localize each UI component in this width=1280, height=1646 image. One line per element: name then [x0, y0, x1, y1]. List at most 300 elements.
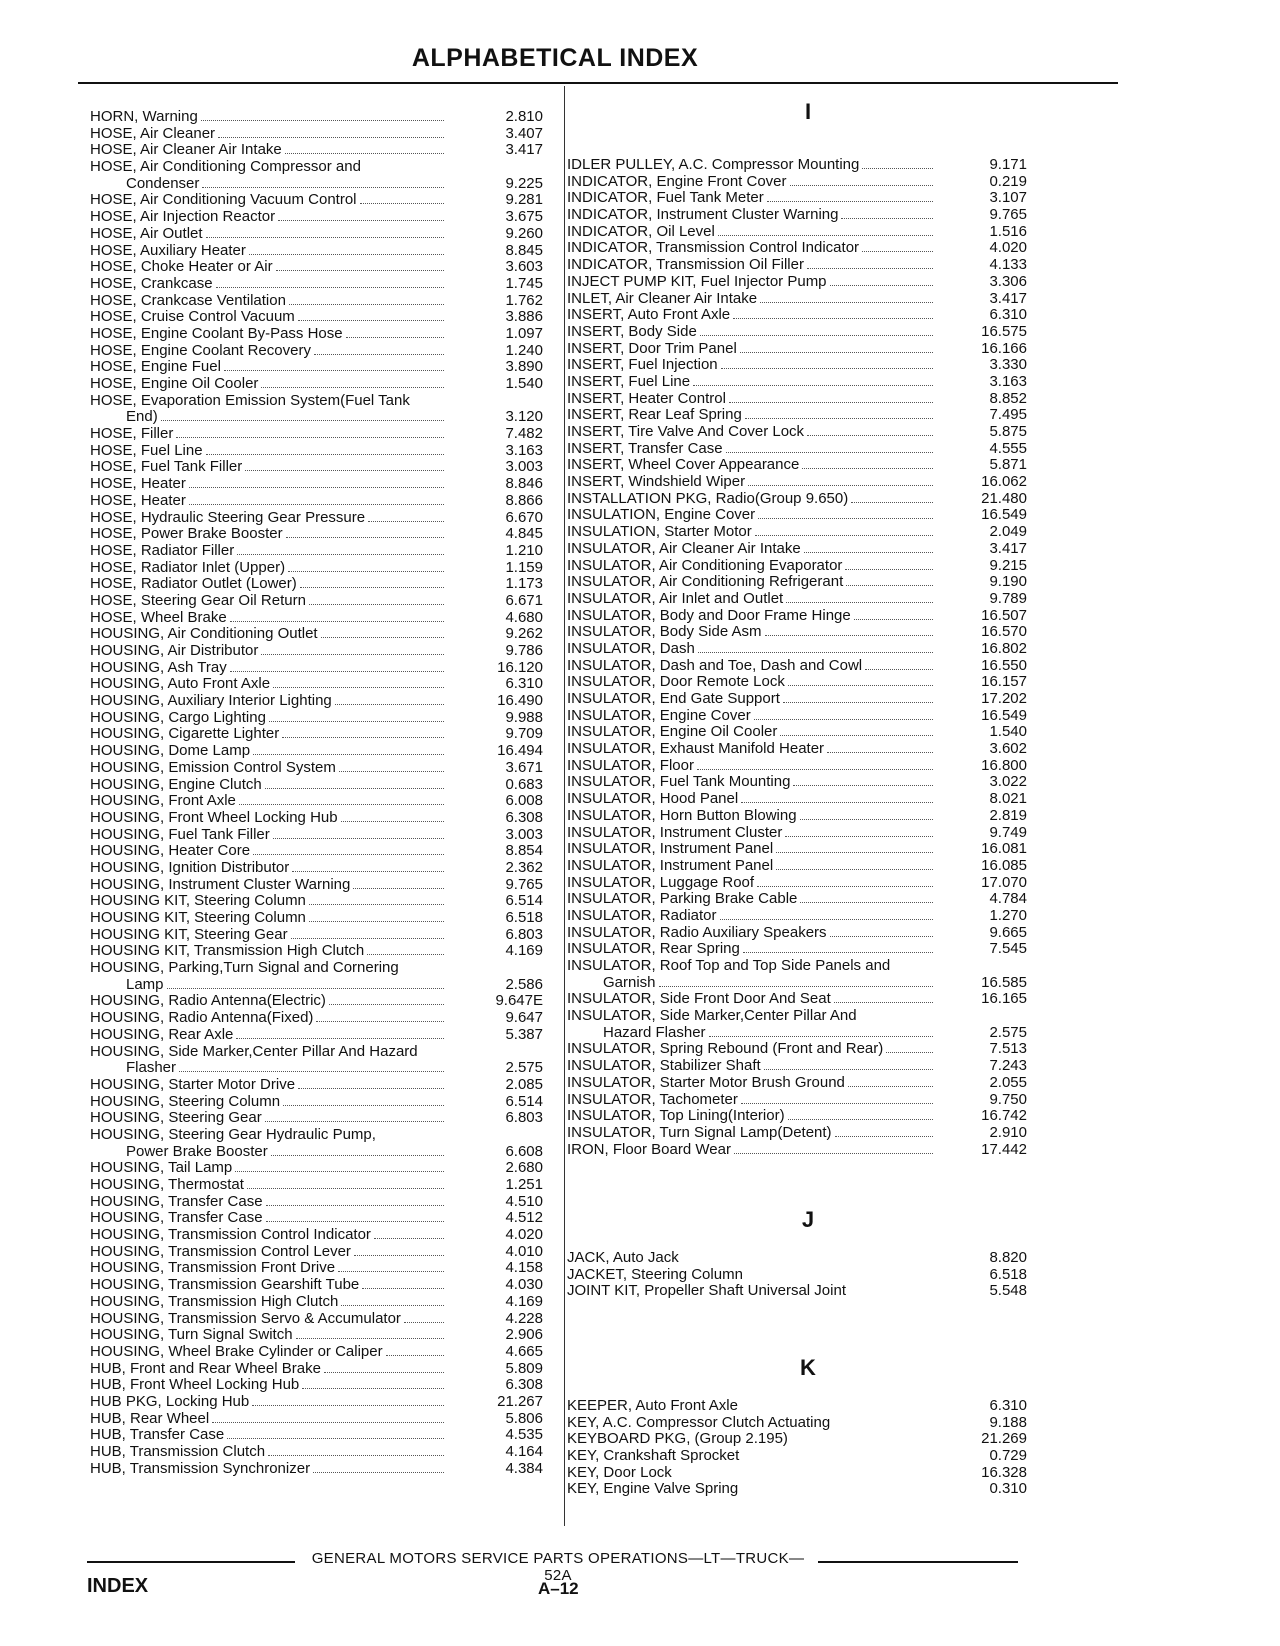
entry-page-ref: 2.575 — [505, 1059, 543, 1077]
entry-name: INSERT, Rear Leaf Spring — [567, 406, 742, 424]
index-entry — [90, 1260, 558, 1277]
entry-name: HOSE, Air Cleaner Air Intake — [90, 141, 282, 159]
entry-name: HOUSING, Steering Gear — [90, 1109, 262, 1127]
dot-leader — [367, 954, 444, 955]
entry-name: INSULATOR, Instrument Cluster — [567, 823, 783, 841]
index-entry — [90, 610, 558, 627]
dot-leader — [245, 470, 444, 471]
dot-leader — [227, 1438, 444, 1439]
dot-leader — [273, 838, 444, 839]
entry-page-ref: 6.670 — [505, 508, 543, 526]
index-entry — [90, 1077, 558, 1094]
entry-name: HOSE, Air Conditioning Vacuum Control — [90, 191, 357, 209]
entry-name: Flasher — [126, 1059, 177, 1077]
index-entry — [567, 875, 1037, 892]
index-entry — [90, 510, 558, 527]
entry-name: HOSE, Fuel Tank Filler — [90, 458, 243, 476]
entry-name: HOUSING, Transmission Control Indicator — [90, 1226, 371, 1244]
entry-page-ref: 1.745 — [505, 274, 543, 292]
dot-leader — [745, 418, 933, 419]
entry-name: INSULATOR, Exhaust Manifold Heater — [567, 740, 825, 758]
index-entry — [567, 291, 1037, 308]
entry-name: HOUSING, Transfer Case — [90, 1192, 263, 1210]
entry-page-ref: 4.169 — [505, 1292, 543, 1310]
dot-leader — [276, 270, 444, 271]
index-entry — [90, 1294, 558, 1311]
entry-page-ref: 9.225 — [505, 174, 543, 192]
entry-name: HOSE, Wheel Brake — [90, 608, 227, 626]
entry-page-ref: 6.608 — [505, 1142, 543, 1160]
entry-name: HOUSING, Heater Core — [90, 842, 251, 860]
entry-page-ref: 5.875 — [989, 423, 1027, 440]
index-entry — [567, 691, 1037, 708]
entry-page-ref: 4.158 — [505, 1259, 543, 1277]
entry-page-ref: 3.671 — [505, 758, 543, 776]
index-entry — [90, 376, 558, 393]
index-entry — [567, 808, 1037, 825]
dot-leader — [404, 1322, 444, 1323]
entry-name: INSERT, Windshield Wiper — [567, 473, 746, 491]
entry-page-ref: 16.549 — [981, 706, 1027, 724]
entry-name: HOUSING, Ignition Distributor — [90, 858, 290, 876]
entry-name: INSULATOR, Dash and Toe, Dash and Cowl — [567, 656, 863, 674]
index-entry — [90, 1194, 558, 1211]
title-rule — [78, 82, 1118, 84]
entry-page-ref: 3.330 — [989, 356, 1027, 374]
entry-page-ref: 3.417 — [989, 539, 1027, 557]
page-title: ALPHABETICAL INDEX — [411, 44, 699, 72]
entry-name: INDICATOR, Transmission Control Indicator — [567, 239, 860, 257]
index-entry — [567, 708, 1037, 725]
index-entry — [90, 1311, 558, 1328]
dot-leader — [291, 938, 444, 939]
dot-leader — [783, 702, 933, 703]
dot-leader — [776, 852, 933, 853]
entry-name: INSERT, Door Trim Panel — [567, 339, 737, 357]
dot-leader — [296, 1338, 444, 1339]
entry-page-ref: 9.647E — [495, 992, 543, 1010]
entry-page-ref: 17.070 — [981, 873, 1027, 891]
entry-name: HOUSING, Tail Lamp — [90, 1159, 233, 1177]
entry-page-ref: 4.680 — [505, 608, 543, 626]
entry-page-ref: 3.886 — [505, 308, 543, 326]
index-entry — [567, 424, 1037, 441]
entry-name: INSULATOR, Luggage Roof — [567, 873, 755, 891]
entry-name: HUB, Front Wheel Locking Hub — [90, 1376, 300, 1394]
index-entry — [567, 941, 1037, 958]
dot-leader — [841, 218, 933, 219]
entry-page-ref: 3.120 — [505, 408, 543, 426]
entry-name: INSULATOR, Side Front Door And Seat — [567, 990, 831, 1008]
entry-name: INDICATOR, Instrument Cluster Warning — [567, 206, 839, 224]
dot-leader — [283, 1105, 444, 1106]
index-entry — [567, 574, 1037, 591]
dot-leader — [218, 137, 444, 138]
index-entry — [567, 608, 1037, 625]
entry-page-ref: 9.988 — [505, 708, 543, 726]
entry-page-ref: 4.510 — [505, 1192, 543, 1210]
index-entry — [90, 1394, 558, 1411]
footer-rule-right — [818, 1561, 1018, 1563]
dot-leader — [698, 652, 933, 653]
dot-leader — [709, 1036, 933, 1037]
entry-name: HOUSING, Transmission Control Lever — [90, 1242, 351, 1260]
index-entry — [90, 943, 558, 960]
entry-page-ref: 2.586 — [505, 975, 543, 993]
entry-name: HUB, Transmission Synchronizer — [90, 1459, 311, 1477]
entry-name: HOUSING, Starter Motor Drive — [90, 1075, 296, 1093]
index-entry — [567, 391, 1037, 408]
dot-leader — [292, 871, 444, 872]
dot-leader — [765, 635, 933, 636]
index-entry — [567, 491, 1037, 508]
entry-page-ref: 7.545 — [989, 940, 1027, 958]
entry-page-ref: 4.133 — [989, 256, 1027, 274]
dot-leader — [161, 420, 444, 421]
dot-leader — [346, 337, 444, 338]
entry-name: INDICATOR, Engine Front Cover — [567, 172, 787, 190]
entry-page-ref: 6.308 — [505, 808, 543, 826]
entry-name: INSULATOR, Air Inlet and Outlet — [567, 589, 784, 607]
entry-page-ref: 7.513 — [989, 1040, 1027, 1058]
dot-leader — [758, 518, 933, 519]
index-entry — [567, 925, 1037, 942]
index-entry — [567, 1398, 1037, 1415]
index-entry — [567, 975, 1037, 992]
entry-page-ref: 9.709 — [505, 725, 543, 743]
entry-page-ref: 16.494 — [497, 742, 543, 760]
entry-page-ref: 0.310 — [989, 1480, 1027, 1498]
index-entry — [90, 977, 558, 994]
entry-page-ref: 4.784 — [989, 890, 1027, 908]
entry-name: JOINT KIT, Propeller Shaft Universal Joint — [567, 1282, 846, 1300]
index-entry — [567, 791, 1037, 808]
index-entry — [567, 207, 1037, 224]
entry-page-ref: 17.202 — [981, 690, 1027, 707]
entry-name: INSULATOR, Roof Top and Top Side Panels and — [567, 957, 891, 974]
index-entry — [567, 257, 1037, 274]
entry-page-ref: 2.085 — [505, 1075, 543, 1093]
index-entry — [90, 1044, 558, 1061]
entry-name: INSULATOR, Air Conditioning Evaporator — [567, 556, 843, 574]
dot-leader — [368, 521, 444, 522]
entry-name: HOUSING, Side Marker,Center Pillar And Hazard — [90, 1042, 418, 1060]
dot-leader — [236, 1038, 444, 1039]
dot-leader — [718, 235, 933, 236]
entry-page-ref: 5.806 — [505, 1409, 543, 1427]
entry-name: INSULATOR, Engine Oil Cooler — [567, 723, 778, 741]
entry-page-ref: 6.008 — [505, 792, 543, 810]
entry-page-ref: 3.107 — [989, 189, 1027, 207]
entry-page-ref: 16.507 — [981, 606, 1027, 624]
entry-name: INDICATOR, Transmission Oil Filler — [567, 256, 804, 274]
entry-page-ref: 17.442 — [981, 1140, 1027, 1158]
section-letter-k: K — [800, 1355, 816, 1380]
dot-leader — [288, 571, 444, 572]
dot-leader — [846, 585, 933, 586]
index-entry — [567, 1481, 1037, 1498]
index-entry — [90, 1361, 558, 1378]
dot-leader — [757, 886, 933, 887]
entry-name: INSERT, Auto Front Axle — [567, 306, 731, 324]
entry-name: INSULATOR, Instrument Panel — [567, 856, 774, 874]
index-entry — [90, 459, 558, 476]
entry-name: INSULATOR, Side Marker,Center Pillar And — [567, 1007, 857, 1025]
entry-page-ref: 16.062 — [981, 473, 1027, 491]
entry-page-ref: 6.310 — [989, 306, 1027, 324]
entry-name: HOUSING, Air Distributor — [90, 642, 259, 659]
dot-leader — [788, 1119, 933, 1120]
entry-page-ref: 5.809 — [505, 1359, 543, 1377]
entry-page-ref: 2.680 — [505, 1159, 543, 1177]
entry-name: HOUSING, Transmission Gearshift Tube — [90, 1276, 360, 1294]
index-entry — [90, 693, 558, 710]
entry-page-ref: 1.540 — [989, 723, 1027, 741]
entry-name: INSULATOR, Top Lining(Interior) — [567, 1107, 785, 1125]
entry-page-ref: 4.665 — [505, 1342, 543, 1360]
index-entry — [90, 1227, 558, 1244]
index-entry — [90, 1210, 558, 1227]
dot-leader — [321, 637, 444, 638]
dot-leader — [386, 1355, 444, 1356]
index-entry — [90, 276, 558, 293]
entry-page-ref: 4.512 — [505, 1209, 543, 1227]
index-entry — [567, 341, 1037, 358]
entry-name: HOUSING, Radio Antenna(Electric) — [90, 992, 326, 1010]
dot-leader — [339, 771, 444, 772]
entry-name: INSULATOR, Dash — [567, 639, 695, 657]
index-entry — [90, 1144, 558, 1161]
entry-page-ref: 16.550 — [981, 656, 1027, 674]
dot-leader — [176, 437, 444, 438]
index-entry — [567, 991, 1037, 1008]
dot-leader — [285, 153, 444, 154]
entry-name: HOUSING, Front Axle — [90, 792, 236, 810]
entry-name: HOUSING, Steering Gear Hydraulic Pump, — [90, 1125, 376, 1143]
dot-leader — [362, 1288, 444, 1289]
entry-name: INSERT, Fuel Line — [567, 372, 691, 390]
index-entry — [567, 441, 1037, 458]
dot-leader — [309, 921, 444, 922]
dot-leader — [834, 1002, 933, 1003]
entry-name: HOUSING, Ash Tray — [90, 658, 227, 676]
entry-page-ref: 8.866 — [505, 491, 543, 509]
entry-name: HOUSING, Radio Antenna(Fixed) — [90, 1009, 314, 1027]
entry-page-ref: 0.219 — [989, 172, 1027, 190]
entry-page-ref: 1.270 — [989, 906, 1027, 924]
index-entry — [90, 626, 558, 643]
index-entry — [90, 827, 558, 844]
index-entry — [567, 825, 1037, 842]
index-entry — [90, 676, 558, 693]
dot-leader — [807, 435, 933, 436]
entry-name: HOUSING, Cargo Lighting — [90, 708, 266, 726]
dot-leader — [269, 721, 444, 722]
entry-page-ref: 6.803 — [505, 1109, 543, 1127]
index-entry — [567, 1108, 1037, 1125]
dot-leader — [807, 268, 933, 269]
entry-page-ref: 4.030 — [505, 1276, 543, 1294]
entry-name: HOUSING KIT, Transmission High Clutch — [90, 942, 365, 960]
entry-page-ref: 1.540 — [505, 375, 543, 392]
entry-name: KEY, Engine Valve Spring — [567, 1480, 739, 1498]
index-entry — [567, 674, 1037, 691]
dot-leader — [309, 904, 444, 905]
dot-leader — [189, 487, 444, 488]
dot-leader — [800, 902, 933, 903]
index-entry — [90, 760, 558, 777]
dot-leader — [239, 804, 444, 805]
entry-name: HOUSING, Cigarette Lighter — [90, 725, 280, 743]
index-entry — [567, 558, 1037, 575]
dot-leader — [780, 735, 933, 736]
entry-page-ref: 1.251 — [505, 1176, 543, 1193]
index-entry — [567, 190, 1037, 207]
entry-page-ref: 1.097 — [505, 324, 543, 342]
entry-page-ref: 9.750 — [989, 1090, 1027, 1108]
dot-leader — [865, 669, 933, 670]
dot-leader — [827, 752, 933, 753]
entry-page-ref: 2.049 — [989, 523, 1027, 541]
dot-leader — [247, 1188, 444, 1189]
index-entry — [567, 1415, 1037, 1432]
index-entry — [567, 174, 1037, 191]
dot-leader — [862, 168, 933, 169]
entry-name: INSERT, Wheel Cover Appearance — [567, 456, 800, 474]
dot-leader — [324, 1372, 444, 1373]
dot-leader — [729, 402, 933, 403]
dot-leader — [854, 619, 933, 620]
dot-leader — [206, 454, 444, 455]
index-entry — [90, 1344, 558, 1361]
entry-name: HOSE, Crankcase — [90, 274, 213, 292]
entry-page-ref: 3.417 — [505, 141, 543, 159]
dot-leader — [316, 1021, 444, 1022]
entry-page-ref: 21.480 — [981, 489, 1027, 507]
index-entry — [567, 891, 1037, 908]
dot-leader — [212, 1422, 444, 1423]
index-entry — [567, 1448, 1037, 1465]
footer-rule-left — [87, 1561, 295, 1563]
dot-leader — [230, 671, 444, 672]
entry-name: INSULATOR, Parking Brake Cable — [567, 890, 798, 908]
entry-name: HOUSING, Emission Control System — [90, 758, 336, 776]
entry-page-ref: 9.190 — [989, 573, 1027, 591]
index-entry — [90, 1094, 558, 1111]
dot-leader — [845, 569, 933, 570]
index-entry — [90, 293, 558, 310]
entry-name: HOUSING, Steering Column — [90, 1092, 281, 1110]
entry-name: HOUSING, Transmission Front Drive — [90, 1259, 336, 1277]
entry-name: INSULATOR, Tachometer — [567, 1090, 738, 1108]
index-column-left — [90, 109, 558, 1477]
dot-leader — [830, 936, 933, 937]
dot-leader — [851, 502, 933, 503]
column-divider — [564, 86, 565, 1526]
index-entry — [567, 591, 1037, 608]
dot-leader — [786, 602, 933, 603]
dot-leader — [830, 285, 933, 286]
entry-name: HOSE, Heater — [90, 475, 186, 493]
entry-name: HOSE, Hydraulic Steering Gear Pressure — [90, 508, 366, 526]
dot-leader — [354, 1255, 444, 1256]
dot-leader — [659, 986, 933, 987]
dot-leader — [300, 587, 444, 588]
index-entry — [90, 660, 558, 677]
entry-page-ref: 7.243 — [989, 1057, 1027, 1075]
entry-page-ref: 16.742 — [981, 1107, 1027, 1125]
entry-name: INSULATOR, Engine Cover — [567, 706, 751, 724]
index-entry — [567, 524, 1037, 541]
entry-page-ref: 0.683 — [505, 775, 543, 793]
entry-name: HOSE, Choke Heater or Air — [90, 258, 273, 276]
entry-page-ref: 4.555 — [989, 439, 1027, 457]
index-entry — [567, 624, 1037, 641]
dot-leader — [374, 1238, 444, 1239]
index-entry — [567, 641, 1037, 658]
entry-page-ref: 8.845 — [505, 241, 543, 259]
entry-page-ref: 9.765 — [989, 206, 1027, 224]
entry-name: INSULATOR, Rear Spring — [567, 940, 740, 958]
entry-page-ref: 4.169 — [505, 942, 543, 960]
entry-name: HOSE, Evaporation Emission System(Fuel Tank — [90, 391, 410, 409]
entry-page-ref: 9.262 — [505, 625, 543, 643]
entry-page-ref: 6.671 — [505, 591, 543, 609]
dot-leader — [266, 1205, 444, 1206]
entry-page-ref: 16.490 — [497, 692, 543, 710]
entry-name: Power Brake Booster — [126, 1142, 268, 1160]
dot-leader — [261, 654, 444, 655]
dot-leader — [273, 687, 444, 688]
index-column-right — [567, 157, 1037, 1158]
index-entry — [90, 192, 558, 209]
entry-page-ref: 9.786 — [505, 642, 543, 659]
entry-page-ref: 8.854 — [505, 842, 543, 860]
entry-page-ref: 8.846 — [505, 475, 543, 493]
entry-page-ref: 3.417 — [989, 289, 1027, 307]
index-entry — [90, 393, 558, 410]
entry-name: HORN, Warning — [90, 108, 198, 125]
index-entry — [90, 142, 558, 159]
index-entry — [90, 1444, 558, 1461]
entry-name: INSULATOR, Starter Motor Brush Ground — [567, 1073, 845, 1091]
index-entry — [567, 908, 1037, 925]
index-entry — [567, 457, 1037, 474]
entry-name: HOSE, Auxiliary Heater — [90, 241, 246, 259]
entry-name: KEYBOARD PKG, (Group 2.195) — [567, 1430, 788, 1448]
entry-page-ref: 5.548 — [989, 1282, 1027, 1300]
entry-page-ref: 16.802 — [981, 639, 1027, 657]
entry-name: HOUSING, Auto Front Axle — [90, 675, 271, 693]
index-entry — [90, 109, 558, 126]
dot-leader — [338, 1271, 444, 1272]
dot-leader — [776, 869, 933, 870]
entry-page-ref: 9.647 — [505, 1009, 543, 1027]
dot-leader — [230, 621, 444, 622]
dot-leader — [788, 685, 933, 686]
entry-name: HOUSING, Dome Lamp — [90, 742, 251, 760]
entry-name: INSULATOR, Air Cleaner Air Intake — [567, 539, 801, 557]
entry-name: JACKET, Steering Column — [567, 1265, 743, 1283]
entry-name: HOSE, Power Brake Booster — [90, 525, 283, 543]
index-entry — [567, 1142, 1037, 1159]
entry-name: KEY, Crankshaft Sprocket — [567, 1447, 740, 1465]
index-entry — [90, 893, 558, 910]
index-entry — [90, 993, 558, 1010]
entry-name: HUB, Transmission Clutch — [90, 1443, 266, 1460]
index-entry — [90, 1411, 558, 1428]
entry-page-ref: 21.269 — [981, 1430, 1027, 1448]
